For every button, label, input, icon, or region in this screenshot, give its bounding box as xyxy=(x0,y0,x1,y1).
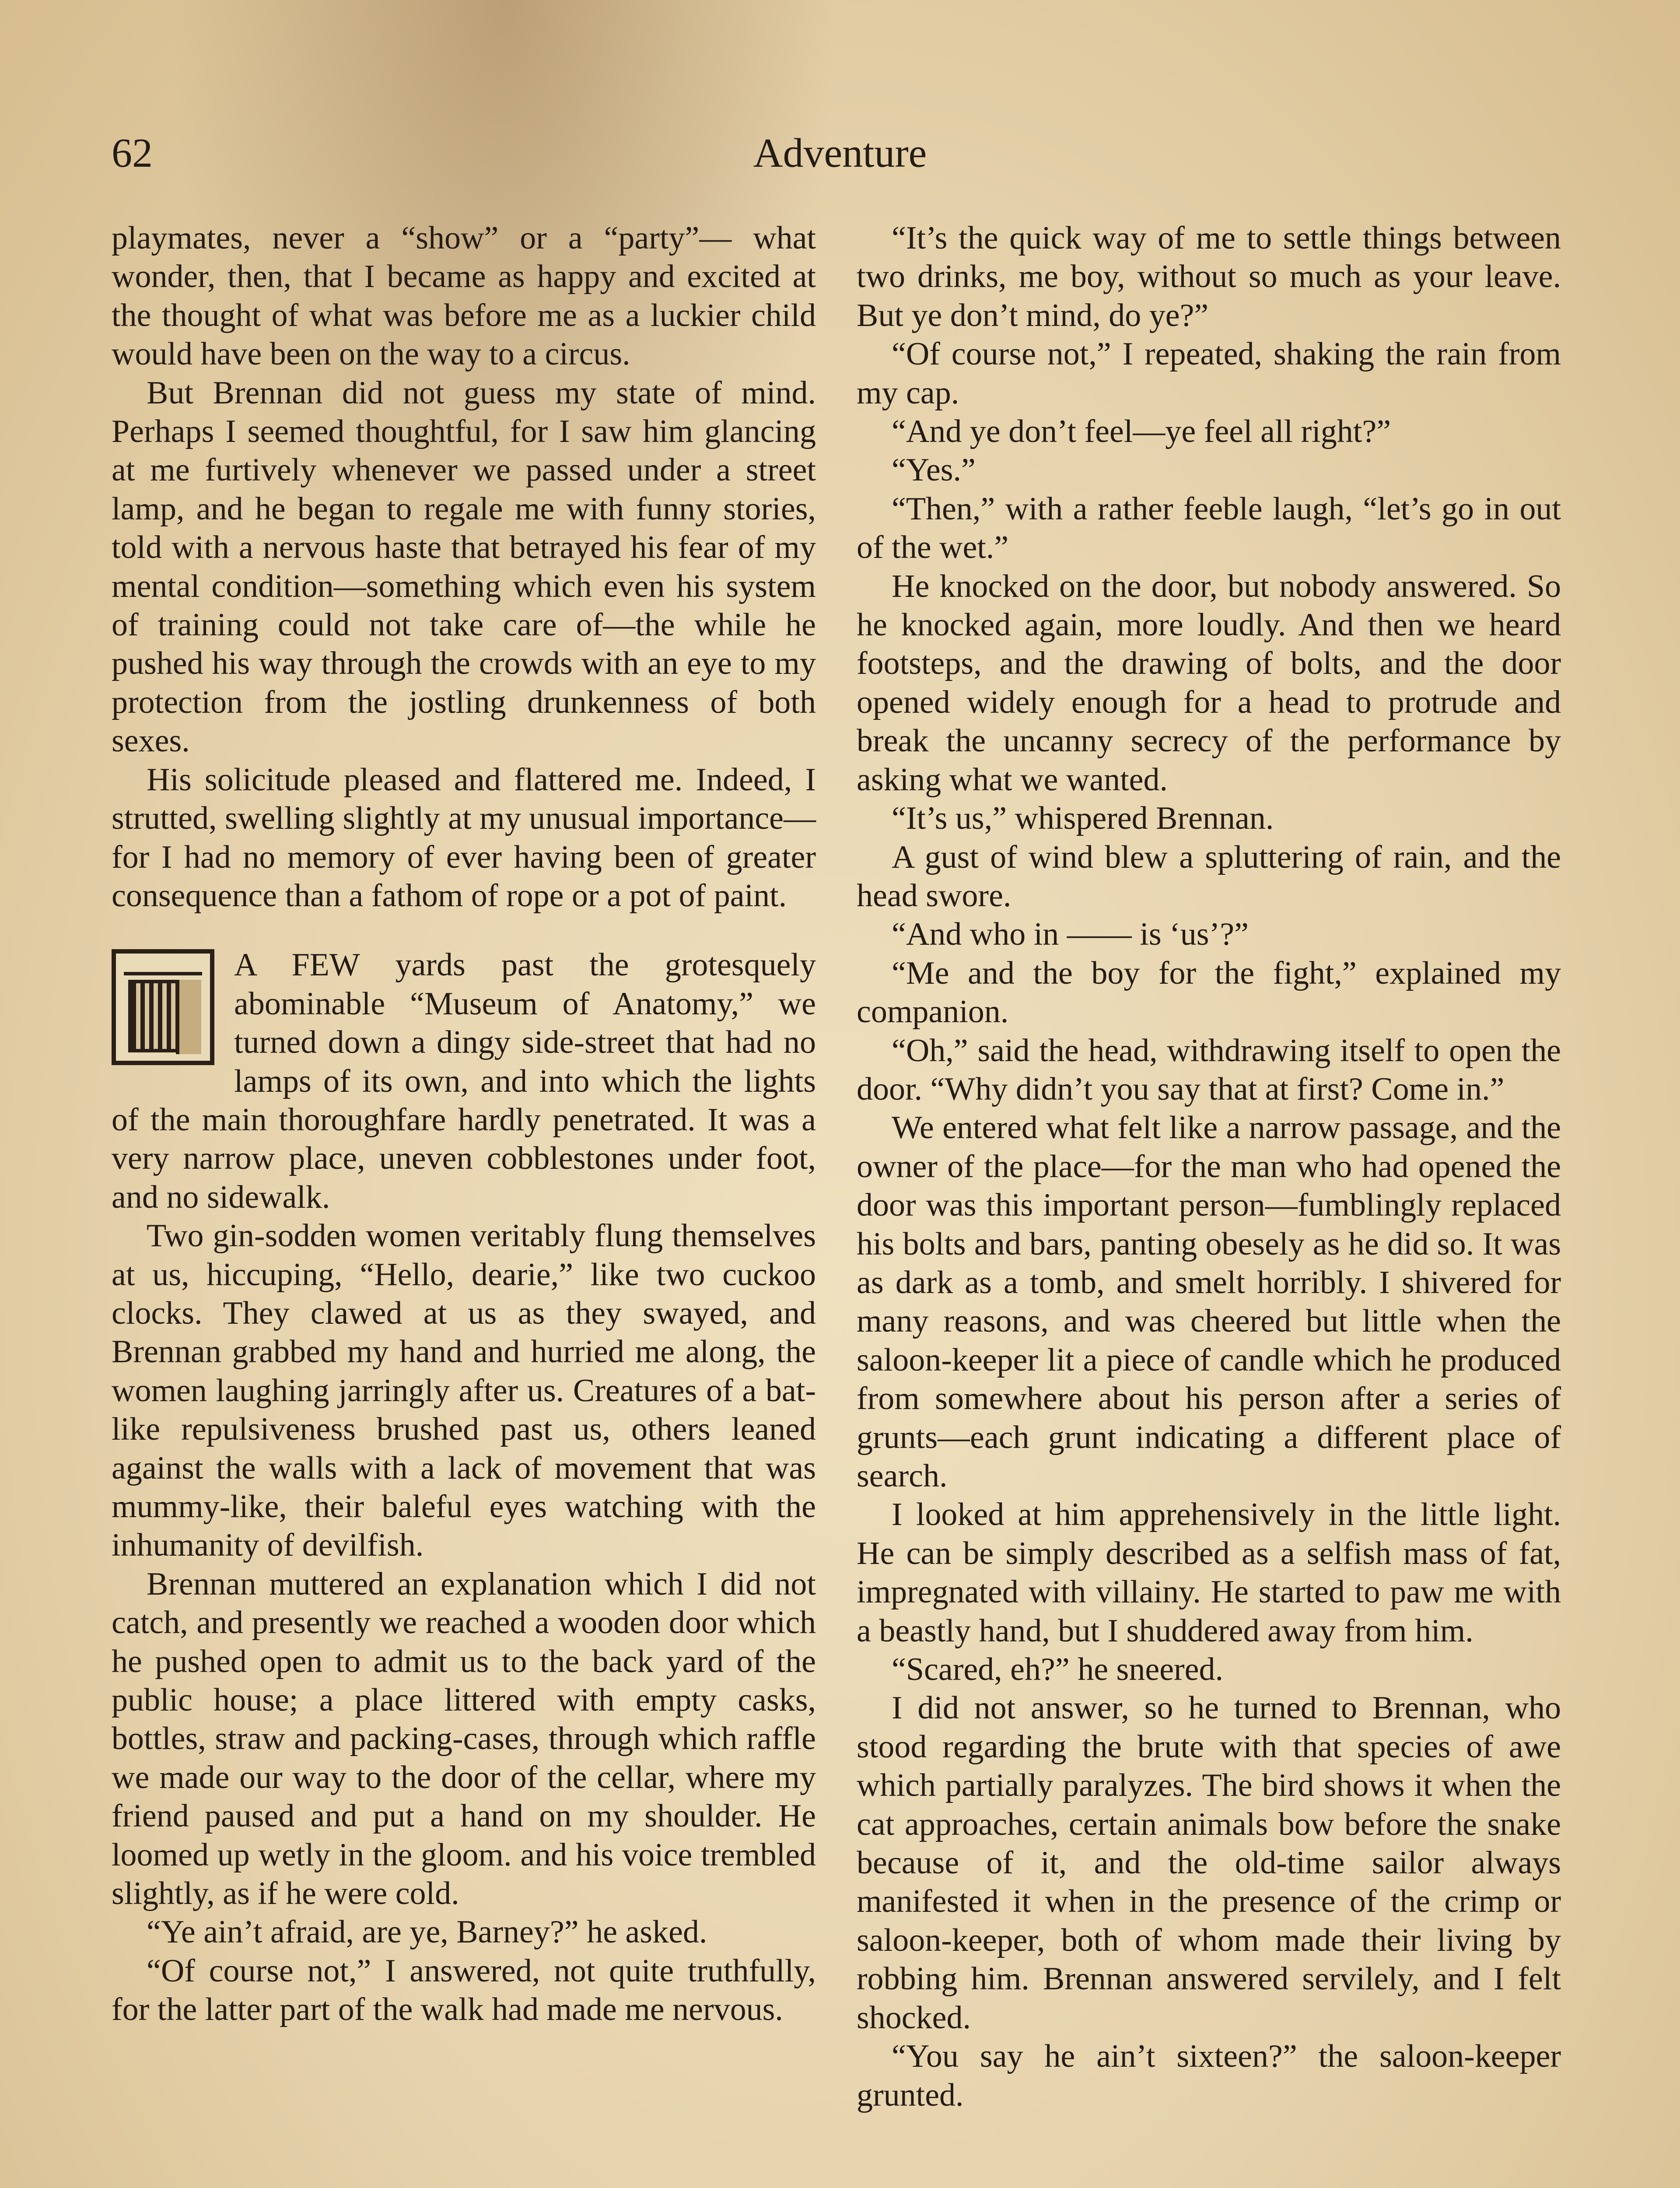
paragraph: “Yes.” xyxy=(892,452,976,488)
left-column xyxy=(112,219,816,2029)
paragraph: I looked at him apprehensively in the little light. He can be simply described as a selfish mass of fat, impregnated with villainy. He started to paw me with a beastly hand, but I shuddered away from him. xyxy=(857,1497,1561,1649)
paragraph: Two gin-sodden women veritably flung themselves at us, hiccuping, “Hello, dearie,” like two cuckoo clocks. They clawed at us as they swayed, and Brennan grabbed my hand and hurried me along, the women laughing jarringly after us. Creatures of a bat-like repulsiveness brushed past us, others leaned against the walls with a lack of movement that was mummy-like, their baleful eyes watching with the inhumanity of devilfish. xyxy=(112,1218,816,1564)
decorative-initial-ornament-icon xyxy=(112,949,214,1065)
paragraph: “Of course not,” I repeated, shaking the rain from my cap. xyxy=(857,336,1561,411)
paragraph: playmates, never a “show” or a “party”— what wonder, then, that I became as happy and excited at the thought of what was before me as a luckier child would have been on the way to a circus. xyxy=(112,220,816,372)
running-head: Adventure xyxy=(753,130,927,176)
paragraph: “Scared, eh?” he sneered. xyxy=(892,1652,1224,1688)
paragraph: “You say he ain’t sixteen?” the saloon-keeper grunted. xyxy=(857,2038,1561,2113)
page-header xyxy=(112,127,1568,179)
paragraph: “Me and the boy for the fight,” explained my companion. xyxy=(857,955,1561,1030)
paragraph: But Brennan did not guess my state of mind. Perhaps I seemed thoughtful, for I saw him glancing at me furtively whenever we passed under a street lamp, and he began to regale me with funny stories, told with a nervous haste that betrayed his fear of my mental condition—something which even his system of training could not take care of—the while he pushed his way through the crowds with an eye to my protection from the jostling drunkenness of both sexes. xyxy=(112,375,816,759)
paragraph: Brennan muttered an explanation which I did not catch, and presently we reached a wooden door which he pushed open to admit us to the back yard of the public house; a place littered with empty casks, bottles, straw and packing-cases, through which raffle we made our way to the door of the cellar, where my friend paused and put a hand on my shoulder. He loomed up wetly in the gloom. and his voice trembled slightly, as if he were cold. xyxy=(112,1566,816,1912)
paragraph: I did not answer, so he turned to Brennan, who stood regarding the brute with that species of awe which partially paralyzes. The bird shows it when the cat approaches, certain animals bow before the snake because of it, and the old-time sailor always manifested it when in the presence of the crimp or saloon-keeper, both of whom made their living by robbing him. Brennan answered servilely, and I felt shocked. xyxy=(857,1690,1561,2036)
paragraph: “It’s us,” whispered Brennan. xyxy=(892,800,1274,837)
paragraph: “It’s the quick way of me to settle things between two drinks, me boy, without so much as your leave. But ye don’t mind, do ye?” xyxy=(857,220,1561,333)
paragraph: “Oh,” said the head, withdrawing itself to open the door. “Why didn’t you say that at first? Come in.” xyxy=(857,1032,1561,1107)
paragraph: “Of course not,” I answered, not quite truthfully, for the latter part of the walk had made me nervous. xyxy=(112,1953,816,2028)
paragraph: His solicitude pleased and flattered me. Indeed, I strutted, swelling slightly at my unusual importance—for I had no memory of ever having been of greater consequence than a fathom of rope or a pot of paint. xyxy=(112,761,816,914)
paragraph: “And ye don’t feel—ye feel all right?” xyxy=(892,414,1391,450)
paragraph: “Ye ain’t afraid, are ye, Barney?” he asked. xyxy=(147,1914,707,1950)
page-number: 62 xyxy=(112,130,153,176)
right-column xyxy=(857,219,1561,2114)
paragraph: He knocked on the door, but nobody answered. So he knocked again, more loudly. And then we heard footsteps, and the drawing of bolts, and the door opened widely enough for a head to protrude and break the uncanny secrecy of the performance by asking what we wanted. xyxy=(857,568,1561,798)
section-opening-paragraph: A FEW yards past the grotesquely abominable “Museum of Anatomy,” we turned down a dingy side-street that had no lamps of its own, and into which the lights of the main thoroughfare hardly penetrated. It was a very narrow place, uneven cobblestones under foot, and no sidewalk. xyxy=(112,947,816,1215)
paragraph: A gust of wind blew a spluttering of rain, and the head swore. xyxy=(857,839,1561,914)
paragraph: “And who in —— is ‘us’?” xyxy=(892,916,1249,953)
paragraph: We entered what felt like a narrow passage, and the owner of the place—for the man who had opened the door was this important person—fumblingly replaced his bolts and bars, panting obesely as he did so. It was as dark as a tomb, and smelt horribly. I shivered for many reasons, and was cheered but little when the saloon-keeper lit a piece of candle which he produced from somewhere about his person after a series of grunts—each grunt indicating a different place of search. xyxy=(857,1110,1561,1494)
paragraph: “Then,” with a rather feeble laugh, “let’s go in out of the wet.” xyxy=(857,491,1561,566)
